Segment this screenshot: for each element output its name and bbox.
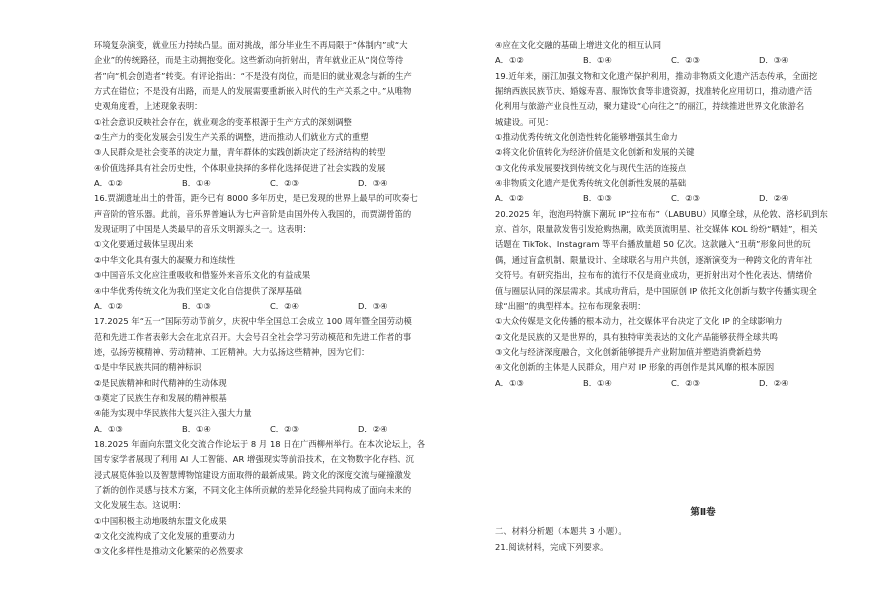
q20-items [495,314,870,375]
option-d: D．③④ [358,300,388,311]
q18-items [94,514,490,560]
choice-item: ②将文化价值转化为经济价值是文化创新和发展的关键 [495,147,695,158]
text-line: 球“出圈”的典型样本。拉布布现象表明： [495,300,646,311]
option-d: D．②④ [759,193,789,204]
q16-items [94,237,490,298]
text-line: 史观角度看，上述现象表明： [94,101,203,112]
text-line: 16.贾湖遗址出土的骨笛，距今已有 8000 多年历史，是已发现的世界上最早的可吹奏七 [94,193,418,204]
choice-item: ①推动优秀传统文化创造性转化能够增强其生命力 [495,132,678,143]
text-line: 企业”的传统路径，而是主动拥抱变化。这些新动向折射出，青年就业正从“岗位等待 [94,55,404,66]
option-a: A．①② [495,55,524,66]
q16-stem [94,191,490,237]
left-column [94,38,490,560]
option-c: C．②③ [270,178,299,189]
option-c: C．②③ [671,193,700,204]
q15-options [94,176,490,191]
text-line: 国专家学者展现了利用 AI 人工智能、AR 增强现实等前沿技术，在文物数字化存档、沉 [94,454,414,465]
option-a: A．①② [94,178,123,189]
option-b: B．①③ [182,300,211,311]
text-line: 迹，弘扬劳模精神、劳动精神、工匠精神。大力弘扬这些精神，因为它们： [94,346,370,357]
text-line: 偶，通过盲盒机制、限量设计、全球联名与用户共创，逐渐演变为一种跨文化的青年社 [495,254,813,265]
option-c: C．②④ [270,300,299,311]
q17-options [94,422,490,437]
q19-stem [495,69,870,130]
choice-item: ④应在文化交融的基础上增进文化的相互认同 [495,40,662,50]
option-d: D．②④ [759,377,789,388]
q18-options [495,53,870,68]
text-line: 20.2025 年，泡泡玛特旗下潮玩 IP“拉布布”（LABUBU）风靡全球，从伦敦、洛杉矶到东 [495,208,828,219]
option-a: A．①③ [495,377,524,388]
choice-item: ②生产力的变化发展会引发生产关系的调整，进而推动人们就业方式的重塑 [94,132,369,143]
question-21-prompt: 21.阅读材料，完成下列要求。 [495,541,609,552]
choice-item: ③人民群众是社会变革的决定力量，青年群体的实践创新决定了经济结构的转型 [94,147,386,158]
option-a: A．①③ [94,423,123,434]
text-line: 者”向“机会创造者”转变。有评论指出：“不是没有岗位，而是旧的就业观念与新的生产 [94,70,412,81]
choice-item: ④非物质文化遗产是优秀传统文化创新性发展的基础 [495,178,687,189]
q20-options [495,376,870,391]
choice-item: ②文化交流构成了文化发展的重要动力 [94,531,236,541]
option-d: D．③④ [358,178,388,189]
q19-items [495,130,870,191]
option-b: B．①④ [182,423,211,434]
text-line: 浸式展览体验以及智慧博物馆建设方面取得的最新成果。跨文化的深度交流与碰撞激发 [94,469,412,480]
text-line: 18.2025 年面向东盟文化交流合作论坛于 8 月 18 日在广西柳州举行。在本次论坛上，各 [94,438,426,449]
option-d: D．②④ [358,423,388,434]
choice-item: ③中国音乐文化应注重吸收和借鉴外来音乐文化的有益成果 [94,270,311,281]
q17-stem [94,314,490,360]
text-line: 声音阶的管乐器。此前，音乐界普遍认为七声音阶是由国外传入我国的，而贾湖骨笛的 [94,208,412,219]
text-line: 发现证明了中国是人类最早的音乐文明源头之一。这表明： [94,224,312,235]
option-b: B．①③ [583,193,612,204]
choice-item: ④文化创新的主体是人民群众，用户对 IP 形象的再创作是其风靡的根本原因 [495,362,775,373]
q16-options [94,299,490,314]
option-c: C．②③ [270,423,299,434]
text-line: 17.2025 年“五一”国际劳动节前夕，庆祝中华全国总工会成立 100 周年暨全国劳动模 [94,316,412,327]
q20-stem [495,207,870,314]
text-line: 城建设。可见： [495,116,554,127]
text-line: 范和先进工作者表彰大会在北京召开。大会号召全社会学习劳动模范和先进工作者的事 [94,331,412,342]
text-line: 京、首尔，限量款发售引发抢购热潮，欧美顶流明星、社交媒体 KOL 纷纷“晒娃”，相关 [495,224,818,235]
text-line: 方式在错位；不是没有出路，而是人的发展需要重新嵌入时代的生产关系之中。”从唯物 [94,86,412,97]
q19-options [495,191,870,206]
option-c: C．②③ [671,55,700,66]
choice-item: ①社会意识反映社会存在，就业观念的变革根源于生产方式的深刻调整 [94,116,352,127]
q15-intro [94,38,490,115]
choice-item: ①中国积极主动地吸纳东盟文化成果 [94,515,227,526]
option-d: D．③④ [759,55,789,66]
option-b: B．①④ [583,55,612,66]
text-line: 19.近年来，丽江加强文物和文化遗产保护利用，推动非物质文化遗产活态传承，全面挖 [495,70,818,81]
choice-item: ③文化多样性是推动文化繁荣的必然要求 [94,546,244,557]
section-title: 第Ⅱ卷 [690,506,716,518]
q18-stem [94,437,490,514]
choice-item: ②文化是民族的又是世界的，具有独特审美表达的文化产品能够获得全球共鸣 [495,331,778,342]
text-line: 了新的创作灵感与技术方案，不同文化主体所贡献的差异化经验共同构成了面向未来的 [94,484,412,495]
option-b: B．①④ [583,377,612,388]
option-b: B．①④ [182,178,211,189]
choice-item: ③文化与经济深度融合，文化创新能够提升产业附加值并塑造消费新趋势 [495,346,762,357]
option-a: A．①② [94,300,123,311]
text-line: 交符号。有研究指出，拉布布的流行不仅是商业成功，更折射出对个性化表达、情绪价 [495,270,813,281]
choice-item: ④能为实现中华民族伟大复兴注入强大力量 [94,408,252,419]
choice-item: ①文化要通过载体呈现出来 [94,239,194,250]
choice-item: ①是中华民族共同的精神标识 [94,362,202,373]
choice-item: ①大众传媒是文化传播的根本动力，社交媒体平台决定了文化 IP 的全球影响力 [495,316,783,327]
option-c: C．②③ [671,377,700,388]
right-column [495,38,870,555]
q18-items-continued [495,38,870,53]
text-line: 值与圈层认同的深层需求。其成功背后，是中国原创 IP 依托文化创新与数字传播实现全 [495,285,817,296]
text-line: 环境复杂演变，就业压力持续凸显。面对挑战，部分毕业生不再局限于“体制内”或“大 [94,40,408,50]
q15-items [94,115,490,176]
choice-item: ②中华文化具有强大的凝聚力和连续性 [94,254,236,265]
text-line: 文化发展生态。这说明： [94,500,186,511]
text-line: 话题在 TikTok、Instagram 等平台播放量超 50 亿次。这款融入“丑萌”形象问世的玩 [495,239,811,250]
choice-item: ③文化传承发展要找到传统文化与现代生活的连接点 [495,162,687,173]
choice-item: ②是民族精神和时代精神的生动体现 [94,377,227,388]
choice-item: ④中华优秀传统文化为我们坚定文化自信提供了深厚基础 [94,285,302,296]
text-line: 掘纳西族民族节庆、婚嫁寿喜、服饰饮食等非遗资源，找准转化应用切口，推动遗产活 [495,86,813,97]
section-heading: 二、材料分析题（本题共 3 小题）。 [495,526,627,537]
text-line: 化利用与旅游产业良性互动，聚力建设“心向往之”的丽江，持续推进世界文化旅游名 [495,101,805,112]
choice-item: ③奠定了民族生存和发展的精神根基 [94,392,227,403]
choice-item: ④价值选择具有社会历史性，个体职业抉择的多样化选择促进了社会实践的发展 [94,162,386,173]
option-a: A．①② [495,193,524,204]
q17-items [94,360,490,421]
